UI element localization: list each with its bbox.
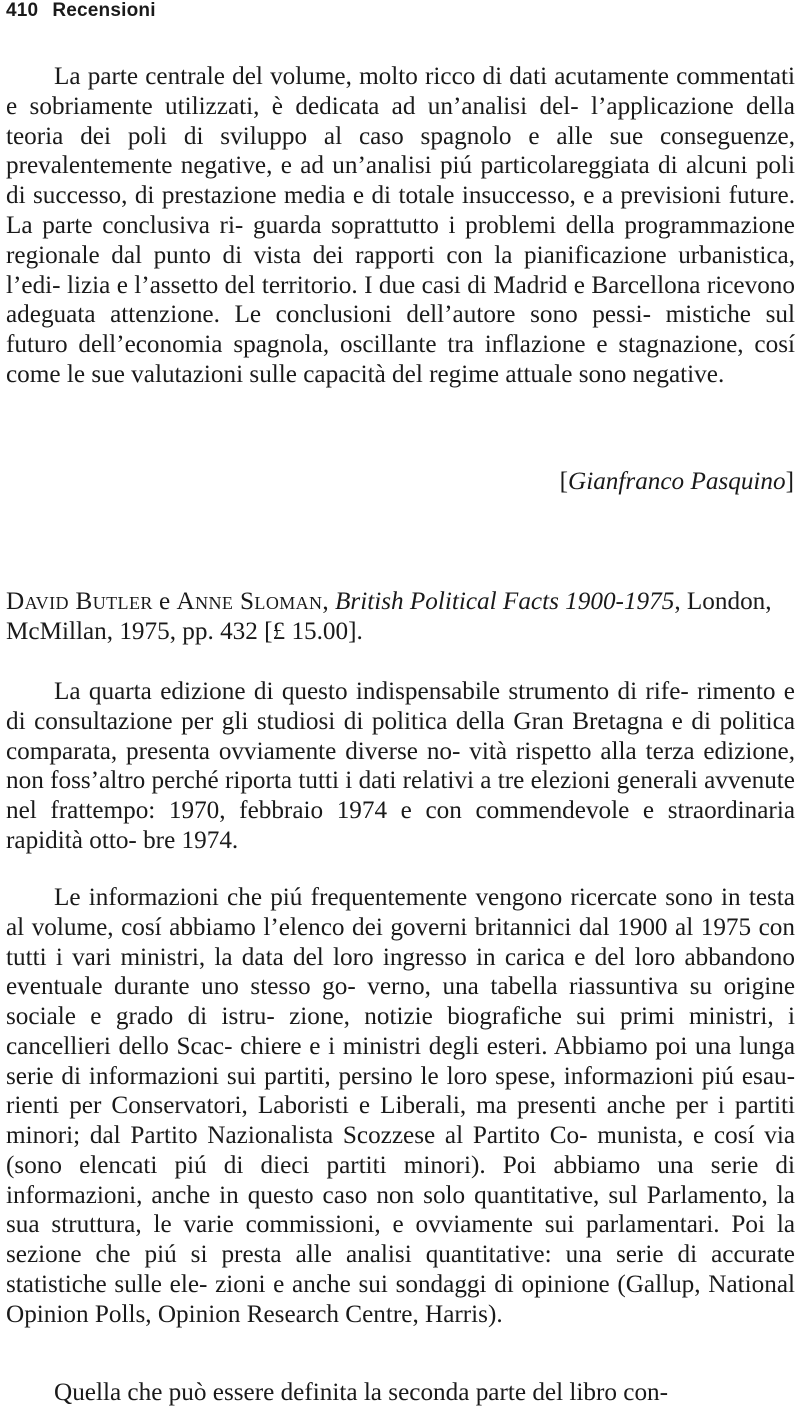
running-header <box>6 0 156 22</box>
citation-publication: , London, McMillan, 1975, pp. 432 [£ 15.00]. <box>6 588 772 645</box>
citation-author-2: Anne Sloman <box>176 588 323 615</box>
review2-paragraph-1 <box>6 677 795 856</box>
citation-author-1: David Butler <box>6 588 153 615</box>
paragraph-text: La parte centrale del volume, molto ricco di dati acutamente commentati e sobriamente utilizzati, è dedicata ad un’analisi del- l’applicazione della teoria dei poli di sviluppo al caso spagnolo e alle sue conseguenze, prevalentemente negative, e ad un’analisi piú particolareggiata di alcuni poli di successo, di prestazione media e di totale insuccesso, e a previsioni future. La parte conclusiva ri- guarda soprattutto i problemi della programmazione regionale dal punto di vista dei rapporti con la pianificazione urbanistica, l’edi- lizia e l’assetto del territorio. I due casi di Madrid e Barcellona ricevono adeguata attenzione. Le conclusioni dell’autore sono pessi- mistiche sul futuro dell’economia spagnola, oscillante tra inflazione e stagnazione, cosí come le sue valutazioni sulle capacità del regime attuale sono negative. <box>6 63 795 388</box>
review2-paragraph-3 <box>6 1378 795 1407</box>
citation-conjunction: e <box>152 588 177 615</box>
signature-close-bracket: ] <box>785 468 794 495</box>
paragraph-text: La quarta edizione di questo indispensabile strumento di rife- rimento e di consultazione per gli studiosi di politica della Gran Bretagna e di politica comparata, presenta ovviamente diverse no- vità rispetto alla terza edizione, non foss’altro perché riporta tutti i dati relativi a tre elezioni generali avvenute nel frattempo: 1970, febbraio 1974 e con commendevole e straordinaria rapidità otto- bre 1974. <box>6 678 795 854</box>
section-title: Recensioni <box>52 0 156 21</box>
citation-title: British Political Facts 1900-1975 <box>335 588 675 615</box>
citation-separator: , <box>322 588 336 615</box>
paragraph-text: Quella che può essere definita la seconda parte del libro con- <box>54 1379 669 1406</box>
book-citation <box>6 587 795 647</box>
signature-open-bracket: [ <box>559 468 569 495</box>
review1-paragraph <box>6 62 795 390</box>
signature-author: Gianfranco Pasquino <box>568 468 786 495</box>
reviewer-signature <box>560 467 794 497</box>
review2-paragraph-2 <box>6 883 795 1329</box>
page-number: 410 <box>6 0 39 21</box>
paragraph-text: Le informazioni che piú frequentemente vengono ricercate sono in testa al volume, cosí abbiamo l’elenco dei governi britannici dal 1900 al 1975 con tutti i vari ministri, la data del loro ingresso in carica e del loro abbandono eventuale durante uno stesso go- verno, una tabella riassuntiva su origine sociale e grado di istru- zione, notizie biografiche sui primi ministri, i cancellieri dello Scac- chiere e i ministri degli esteri. Abbiamo poi una lunga serie di informazioni sui partiti, persino le loro spese, informazioni piú esau- rienti per Conservatori, Laboristi e Liberali, ma presenti anche per i partiti minori; dal Partito Nazionalista Scozzese al Partito Co- munista, e cosí via (sono elencati piú di dieci partiti minori). Poi abbiamo una serie di informazioni, anche in questo caso non solo quantitative, sul Parlamento, la sua struttura, le varie commissioni, e ovviamente sui parlamentari. Poi la sezione che piú si presta alle analisi quantitative: una serie di accurate statistiche sulle ele- zioni e anche sui sondaggi di opinione (Gallup, National Opinion Polls, Opinion Research Centre, Harris). <box>6 884 795 1328</box>
